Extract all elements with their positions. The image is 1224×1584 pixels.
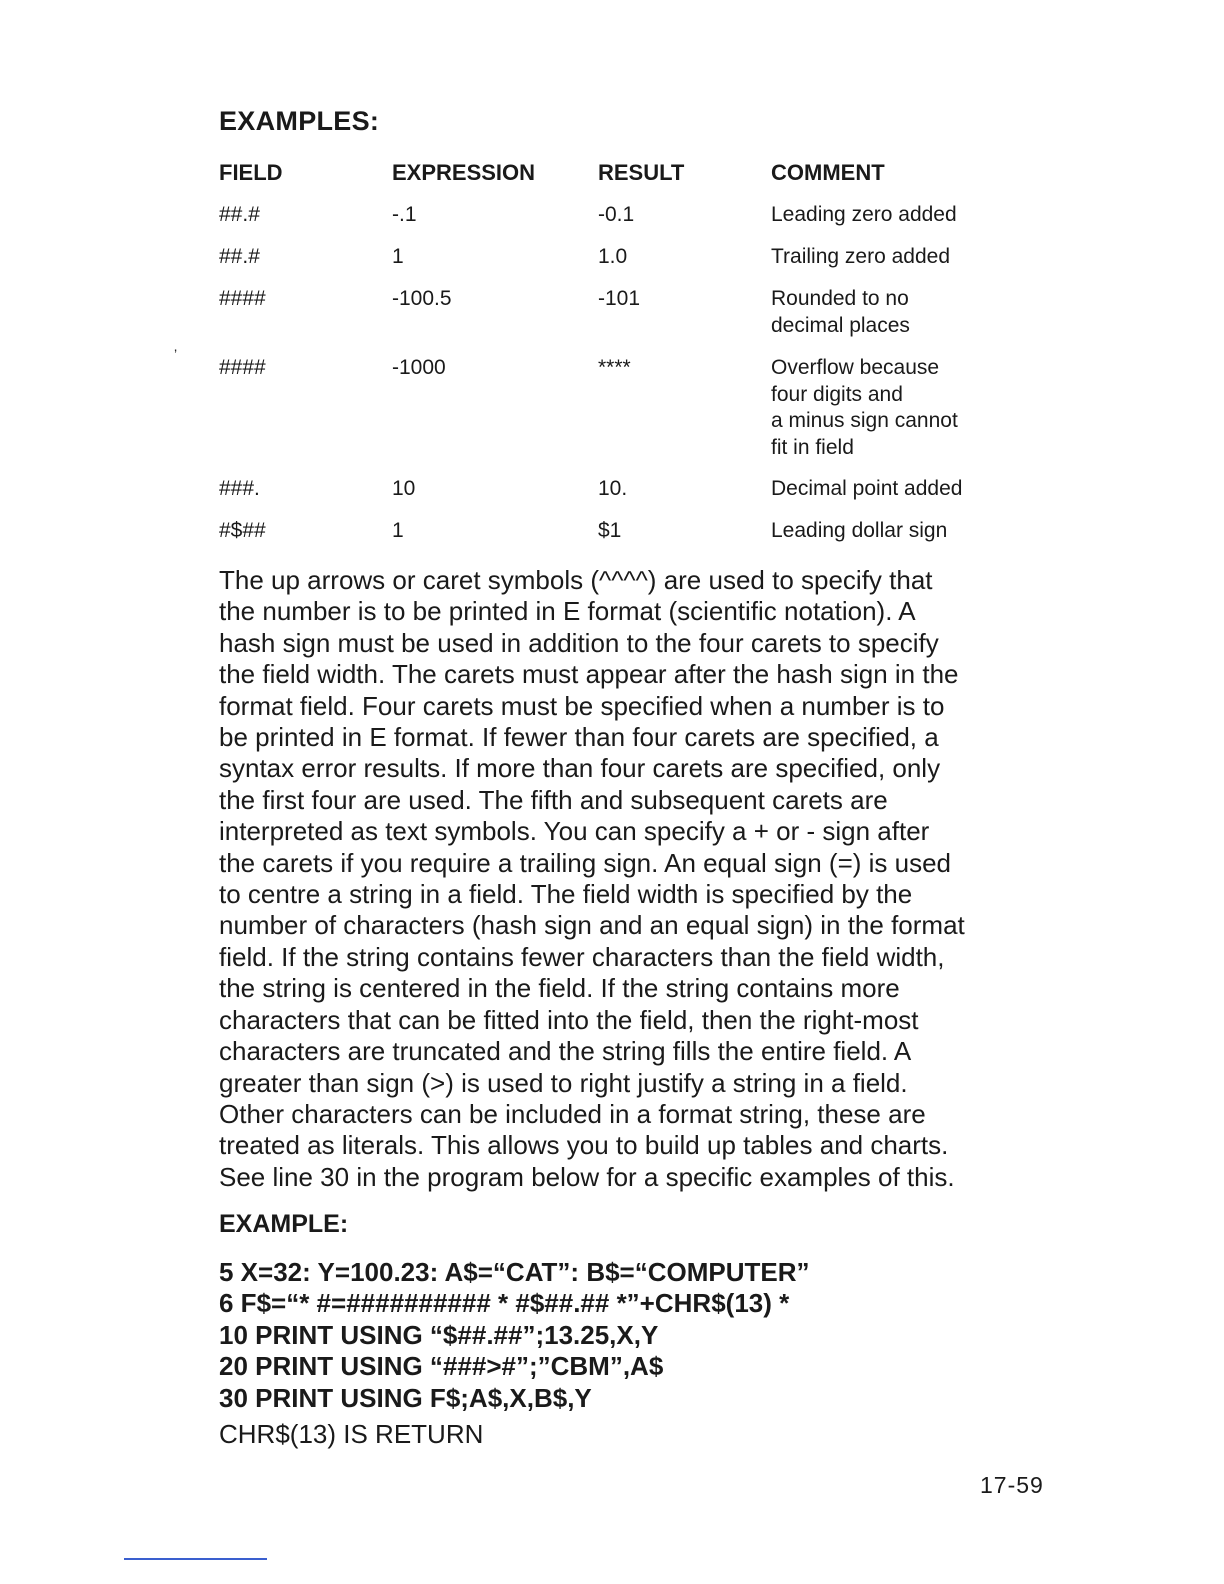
comment-line: Decimal point added [771, 477, 963, 500]
body-line: The up arrows or caret symbols (^^^^) are used to specify that [219, 565, 933, 595]
field-cell: ##.# [219, 203, 260, 226]
body-paragraph [219, 565, 1059, 1193]
code-block [219, 1257, 810, 1414]
comment-line: Rounded to no [771, 287, 909, 310]
comment-cell [771, 355, 1031, 461]
comment-line: decimal places [771, 313, 910, 337]
body-line: the carets if you require a trailing sign. An equal sign (=) is used [219, 847, 952, 878]
comment-line: Leading zero added [771, 203, 957, 226]
body-line: to centre a string in a field. The field width is specified by the [219, 879, 913, 910]
result-cell: 10. [598, 477, 628, 500]
footer-line [124, 1558, 267, 1560]
header-comment: COMMENT [771, 160, 885, 185]
code-line: 5 X=32: Y=100.23: A$=“CAT”: B$=“COMPUTER” [219, 1257, 810, 1287]
comment-cell [771, 518, 1031, 545]
header-field: FIELD [219, 160, 283, 185]
code-note: CHR$(13) IS RETURN [219, 1419, 484, 1449]
comment-cell [771, 286, 1031, 339]
result-cell: **** [598, 356, 631, 379]
examples-heading: EXAMPLES: [219, 106, 380, 136]
body-line: Other characters can be included in a format string, these are [219, 1098, 926, 1129]
result-cell: -101 [598, 287, 641, 310]
page-number: 17-59 [980, 1472, 1044, 1498]
margin-mark: ’ [174, 346, 178, 362]
result-cell: -0.1 [598, 203, 635, 226]
body-line: format field. Four carets must be specified when a number is to [219, 690, 945, 721]
body-line: the string is centered in the field. If the string contains more [219, 973, 900, 1004]
comment-cell [771, 202, 1031, 229]
body-line: characters that can be fitted into the field, then the right-most [219, 1004, 919, 1035]
body-line: field. If the string contains fewer characters than the field width, [219, 941, 945, 972]
body-line: syntax error results. If more than four carets are specified, only [219, 753, 941, 784]
body-line: the field width. The carets must appear after the hash sign in the [219, 659, 959, 690]
comment-line: Trailing zero added [771, 245, 950, 268]
field-cell: ##.# [219, 245, 260, 268]
body-line: characters are truncated and the string fills the entire field. A [219, 1036, 912, 1067]
code-line: 10 PRINT USING “$##.##”;13.25,X,Y [219, 1319, 659, 1350]
body-line: the first four are used. The fifth and subsequent carets are [219, 784, 888, 815]
expression-cell: -1000 [392, 356, 446, 379]
body-line: number of characters (hash sign and an equal sign) in the format [219, 910, 965, 941]
body-line: hash sign must be used in addition to the four carets to specify [219, 627, 939, 658]
field-cell: #### [219, 356, 266, 379]
comment-line: fit in field [771, 435, 854, 459]
comment-line: Leading dollar sign [771, 519, 948, 542]
expression-cell: -100.5 [392, 287, 452, 310]
header-result: RESULT [598, 160, 685, 185]
body-line: interpreted as text symbols. You can specify a + or - sign after [219, 816, 930, 847]
comment-line: Overflow because [771, 356, 940, 379]
comment-cell [771, 476, 1031, 503]
body-line: treated as literals. This allows you to build up tables and charts. [219, 1130, 949, 1161]
body-line: See line 30 in the program below for a specific examples of this. [219, 1161, 955, 1192]
example-heading: EXAMPLE: [219, 1210, 349, 1238]
expression-cell: 1 [392, 519, 404, 542]
body-line: greater than sign (>) is used to right justify a string in a field. [219, 1067, 908, 1098]
code-line: 20 PRINT USING “###>#”;”CBM”,A$ [219, 1351, 664, 1382]
code-line: 30 PRINT USING F$;A$,X,B$,Y [219, 1382, 592, 1413]
field-cell: #$## [219, 519, 266, 542]
comment-line: a minus sign cannot [771, 409, 958, 432]
body-line: be printed in E format. If fewer than four carets are specified, a [219, 722, 939, 753]
expression-cell: -.1 [392, 203, 417, 226]
code-line: 6 F$=“* #=########## * #$##.## *”+CHR$(13) * [219, 1288, 790, 1319]
comment-cell [771, 244, 1031, 271]
header-expression: EXPRESSION [392, 160, 536, 185]
body-line: the number is to be printed in E format (scientific notation). A [219, 596, 916, 627]
expression-cell: 1 [392, 245, 404, 268]
result-cell: 1.0 [598, 245, 628, 268]
comment-line: four digits and [771, 382, 903, 406]
expression-cell: 10 [392, 477, 416, 500]
field-cell: ###. [219, 477, 260, 500]
field-cell: #### [219, 287, 266, 310]
result-cell: $1 [598, 519, 622, 542]
